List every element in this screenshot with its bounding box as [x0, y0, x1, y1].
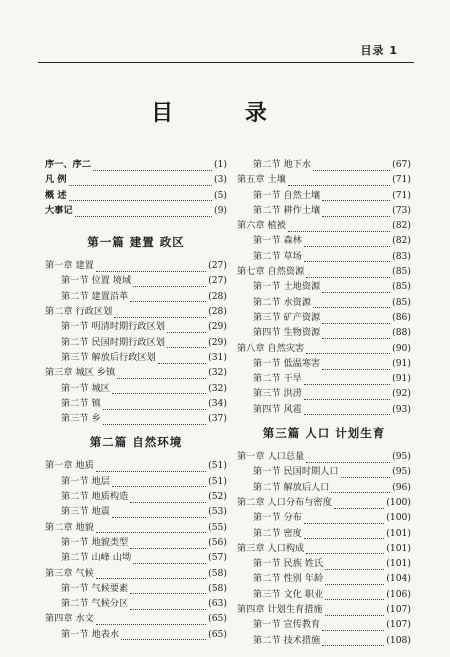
toc-page-number: (82)	[392, 235, 411, 247]
toc-page-number: (63)	[208, 598, 227, 610]
dot-leader	[322, 638, 384, 646]
toc-page-number: (29)	[208, 336, 227, 348]
dot-leader	[96, 464, 206, 472]
toc-entry-section[interactable]	[237, 249, 411, 264]
toc-entry-section[interactable]	[237, 325, 411, 340]
toc-entry-section[interactable]	[237, 188, 411, 203]
toc-entry-label: 第二节 密度	[253, 527, 302, 539]
toc-entry-label: 第四节 生物资源	[253, 327, 321, 339]
toc-entry-label: 第二节 耕作土壤	[253, 204, 321, 216]
dot-leader	[96, 264, 206, 272]
toc-entry-section[interactable]	[45, 289, 227, 304]
toc-page-number: (91)	[392, 357, 411, 369]
dot-leader	[103, 417, 206, 425]
toc-entry-label: 第二章 行政区划	[45, 306, 113, 318]
toc-entry-section[interactable]	[237, 571, 411, 586]
toc-left-column	[45, 157, 227, 642]
toc-page-number: (67)	[392, 159, 411, 170]
toc-entry-section[interactable]	[45, 319, 227, 334]
dot-leader	[304, 392, 390, 400]
toc-entry-section[interactable]	[237, 295, 411, 310]
toc-entry-section[interactable]	[45, 504, 227, 519]
toc-page-number: (73)	[392, 204, 411, 216]
toc-entry-chapter[interactable]	[237, 495, 411, 510]
toc-page-number: (96)	[392, 481, 411, 493]
toc-entry-front[interactable]	[45, 188, 227, 203]
toc-entry-label: 第三节 解放后行政区划	[61, 351, 156, 363]
toc-entry-label: 第二节 地质构造	[61, 491, 129, 503]
dot-leader	[288, 224, 390, 232]
dot-leader	[304, 531, 384, 539]
dot-leader	[322, 331, 390, 339]
toc-entry-label: 第二节 镇	[61, 397, 101, 409]
toc-entry-label: 第三节 矿产资源	[253, 311, 321, 323]
toc-page-number: (65)	[208, 628, 227, 640]
toc-entry-label: 第一节 分布	[253, 512, 302, 524]
toc-entry-label: 第一节 宣传教育	[253, 619, 321, 631]
toc-entry-section[interactable]	[237, 203, 411, 218]
toc-entry-label: 第一节 森林	[253, 235, 302, 247]
toc-entry-chapter[interactable]	[45, 365, 227, 380]
toc-entry-section[interactable]	[45, 335, 227, 350]
toc-entry-label: 第二章 地貌	[45, 521, 94, 533]
toc-entry-section[interactable]	[45, 350, 227, 365]
toc-entry-label: 第三节 地震	[61, 506, 110, 518]
toc-page-number: (101)	[386, 542, 411, 554]
toc-page-number: (27)	[208, 275, 227, 287]
toc-page-number: (51)	[208, 460, 227, 472]
dot-leader	[75, 209, 212, 217]
toc-entry-front[interactable]	[45, 172, 227, 187]
toc-entry-label: 第一节 地层	[61, 475, 110, 487]
toc-entry-section[interactable]	[237, 633, 411, 648]
part-heading: 第二篇 自然环境	[89, 435, 183, 450]
dot-leader	[112, 510, 206, 518]
toc-entry-label: 大事记	[45, 204, 73, 216]
toc-entry-section[interactable]	[237, 356, 411, 371]
dot-leader	[103, 402, 206, 410]
toc-entry-label: 第一章 地质	[45, 460, 94, 472]
toc-entry-label: 第一节 地表水	[61, 628, 120, 640]
dot-leader	[130, 602, 206, 610]
dot-leader	[93, 163, 212, 171]
toc-entry-label: 第一节 气候要素	[61, 582, 129, 594]
toc-entry-section[interactable]	[237, 386, 411, 401]
toc-entry-chapter[interactable]	[237, 264, 411, 279]
toc-entry-label: 第二节 民国时期行政区划	[61, 336, 165, 348]
dot-leader	[114, 310, 206, 318]
toc-entry-label: 第三节 文化 职业	[253, 588, 324, 600]
page-title: 目 录	[151, 101, 299, 126]
toc-entry-label: 第二节 技术措施	[253, 634, 321, 646]
toc-entry-section[interactable]	[45, 396, 227, 411]
dot-leader	[322, 316, 390, 324]
toc-entry-section[interactable]	[237, 233, 411, 248]
toc-entry-label: 第二节 性别 年龄	[253, 573, 324, 585]
toc-entry-label: 第一节 民族 姓氏	[253, 558, 324, 570]
dot-leader	[322, 623, 384, 631]
toc-entry-label: 第二节 山峰 山坳	[61, 552, 132, 564]
toc-entry-label: 序一、序二	[45, 159, 91, 170]
toc-entry-label: 第八章 自然灾害	[237, 342, 305, 354]
toc-entry-section[interactable]	[45, 596, 227, 611]
toc-page-number: (28)	[208, 290, 227, 302]
toc-entry-label: 第五章 土壤	[237, 174, 286, 186]
toc-entry-chapter[interactable]	[237, 541, 411, 556]
toc-page-number: (71)	[392, 189, 411, 201]
toc-entry-label: 第一节 土地资源	[253, 281, 321, 293]
toc-entry-section[interactable]	[237, 617, 411, 632]
dot-leader	[69, 193, 212, 201]
toc-page-number: (85)	[392, 281, 411, 293]
toc-entry-section[interactable]	[45, 581, 227, 596]
dot-leader	[96, 525, 206, 533]
toc-entry-label: 第二节 建置沿革	[61, 290, 129, 302]
dot-leader	[69, 178, 212, 186]
toc-page-number: (57)	[208, 552, 227, 564]
toc-entry-label: 第四章 水文	[45, 613, 94, 625]
dot-leader	[313, 163, 390, 171]
toc-entry-section[interactable]	[237, 510, 411, 525]
toc-page-number: (83)	[392, 250, 411, 262]
toc-entry-label: 概 述	[45, 189, 67, 201]
dot-leader	[325, 562, 384, 570]
toc-page-number: (5)	[213, 189, 227, 201]
dot-leader	[306, 455, 390, 463]
toc-entry-label: 第一节 低温寒害	[253, 357, 321, 369]
dot-leader	[322, 209, 390, 217]
toc-entry-section[interactable]	[237, 587, 411, 602]
toc-page-number: (101)	[386, 558, 411, 570]
dot-leader	[130, 495, 206, 503]
dot-leader	[117, 371, 206, 379]
dot-leader	[158, 356, 206, 364]
toc-entry-label: 第二节 解放后人口	[253, 481, 330, 493]
toc-entry-label: 第三章 人口构成	[237, 542, 305, 554]
toc-entry-section[interactable]	[45, 381, 227, 396]
toc-entry-section[interactable]	[45, 535, 227, 550]
dot-leader	[322, 193, 390, 201]
part-heading: 第三篇 人口 计划生育	[262, 426, 386, 441]
toc-entry-label: 凡 例	[45, 174, 67, 186]
dot-leader	[130, 541, 206, 549]
toc-entry-label: 第七章 自然资源	[237, 266, 305, 278]
toc-page-number: (71)	[392, 174, 411, 186]
dot-leader	[112, 479, 206, 487]
toc-entry-section[interactable]	[45, 474, 227, 489]
toc-page-number: (52)	[208, 491, 227, 503]
toc-right-column	[237, 157, 411, 648]
toc-page-number: (55)	[208, 521, 227, 533]
toc-page-number: (107)	[386, 604, 411, 616]
toc-page-number: (107)	[386, 619, 411, 631]
dot-leader	[322, 285, 390, 293]
toc-entry-label: 第一章 人口总量	[237, 451, 305, 463]
toc-entry-section[interactable]	[45, 550, 227, 565]
dot-leader	[306, 346, 390, 354]
toc-entry-chapter[interactable]	[237, 172, 411, 187]
toc-entry-section[interactable]	[45, 411, 227, 426]
toc-page-number: (37)	[208, 413, 227, 425]
toc-entry-section[interactable]	[45, 273, 227, 288]
toc-page-number: (65)	[208, 613, 227, 625]
toc-entry-label: 第二节 气候分区	[61, 598, 129, 610]
toc-page-number: (106)	[386, 588, 411, 600]
toc-page-number: (100)	[386, 512, 411, 524]
toc-entry-label: 第二章 人口分布与密度	[237, 496, 332, 508]
toc-page-number: (104)	[386, 573, 411, 585]
toc-entry-chapter[interactable]	[237, 602, 411, 617]
toc-entry-section[interactable]	[237, 402, 411, 417]
dot-leader	[325, 592, 384, 600]
toc-page-number: (108)	[386, 634, 411, 646]
dot-leader	[133, 556, 206, 564]
toc-entry-chapter[interactable]	[45, 304, 227, 319]
toc-entry-label: 第四节 风雹	[253, 403, 302, 415]
toc-entry-label: 第三章 城区 乡镇	[45, 367, 116, 379]
toc-entry-label: 第三节 乡	[61, 413, 101, 425]
toc-entry-section[interactable]	[237, 371, 411, 386]
toc-page-number: (32)	[208, 382, 227, 394]
toc-page-number: (90)	[392, 342, 411, 354]
toc-entry-label: 第六章 植被	[237, 220, 286, 232]
dot-leader	[167, 340, 206, 348]
dot-leader	[121, 632, 206, 640]
toc-page-number: (85)	[392, 266, 411, 278]
toc-page-number: (101)	[386, 527, 411, 539]
dot-leader	[325, 608, 385, 616]
dot-leader	[313, 300, 390, 308]
toc-entry-section[interactable]	[237, 464, 411, 479]
toc-page-number: (29)	[208, 321, 227, 333]
toc-entry-chapter[interactable]	[45, 520, 227, 535]
toc-entry-label: 第二节 地下水	[253, 159, 312, 170]
toc-entry-label: 第一节 位置 境域	[61, 275, 132, 287]
toc-page-number: (27)	[208, 260, 227, 272]
toc-page-number: (53)	[208, 506, 227, 518]
toc-page-number: (56)	[208, 536, 227, 548]
toc-page-number: (32)	[208, 367, 227, 379]
toc-page-number: (88)	[392, 327, 411, 339]
toc-entry-section[interactable]	[237, 157, 411, 172]
part-heading: 第一篇 建置 政区	[87, 235, 185, 250]
dot-leader	[96, 571, 206, 579]
dot-leader	[304, 407, 390, 415]
toc-page-number: (51)	[208, 475, 227, 487]
toc-entry-section[interactable]	[237, 556, 411, 571]
toc-page-number: (58)	[208, 582, 227, 594]
dot-leader	[96, 617, 206, 625]
toc-page-number: (82)	[392, 220, 411, 232]
dot-leader	[325, 577, 384, 585]
dot-leader	[130, 294, 206, 302]
toc-entry-label: 第三章 气候	[45, 567, 94, 579]
toc-entry-label: 第二节 干旱	[253, 373, 302, 385]
toc-page-number: (1)	[213, 159, 227, 170]
toc-page-number: (86)	[392, 311, 411, 323]
toc-page-number: (34)	[208, 397, 227, 409]
toc-entry-section[interactable]	[237, 310, 411, 325]
toc-entry-section[interactable]	[237, 480, 411, 495]
toc-entry-front[interactable]	[45, 157, 227, 172]
toc-entry-label: 第一节 民国时期人口	[253, 466, 339, 478]
toc-page-number: (9)	[213, 204, 227, 216]
toc-entry-chapter[interactable]	[45, 566, 227, 581]
dot-leader	[306, 546, 384, 554]
toc-page-number: (31)	[208, 351, 227, 363]
toc-entry-section[interactable]	[45, 489, 227, 504]
dot-leader	[133, 279, 206, 287]
header-rule	[38, 62, 414, 63]
toc-page-number: (58)	[208, 567, 227, 579]
toc-entry-section[interactable]	[237, 279, 411, 294]
dot-leader	[304, 377, 390, 385]
dot-leader	[304, 239, 390, 247]
toc-entry-label: 第二节 水资源	[253, 296, 312, 308]
toc-entry-label: 第三节 洪涝	[253, 388, 302, 400]
toc-entry-chapter[interactable]	[237, 341, 411, 356]
dot-leader	[334, 501, 384, 509]
dot-leader	[130, 586, 206, 594]
toc-entry-section[interactable]	[237, 526, 411, 541]
toc-entry-chapter[interactable]	[237, 218, 411, 233]
toc-entry-front[interactable]	[45, 203, 227, 218]
toc-page-number: (3)	[213, 174, 227, 186]
toc-entry-label: 第一节 地貌类型	[61, 536, 129, 548]
spacer	[45, 218, 227, 226]
toc-entry-label: 第二节 草场	[253, 250, 302, 262]
page-header	[0, 38, 450, 60]
toc-page-number: (95)	[392, 451, 411, 463]
dot-leader	[304, 254, 390, 262]
toc-entry-section[interactable]	[45, 627, 227, 642]
toc-page-number: (85)	[392, 296, 411, 308]
running-head: 目录 1	[360, 44, 398, 57]
dot-leader	[341, 470, 391, 478]
toc-entry-label: 第一节 自然土壤	[253, 189, 321, 201]
toc-page-number: (92)	[392, 388, 411, 400]
toc-entry-label: 第一节 明清时期行政区划	[61, 321, 165, 333]
toc-entry-chapter[interactable]	[45, 258, 227, 273]
toc-entry-chapter[interactable]	[237, 449, 411, 464]
dot-leader	[322, 362, 390, 370]
dot-leader	[304, 516, 384, 524]
toc-page-number: (100)	[386, 496, 411, 508]
dot-leader	[167, 325, 206, 333]
dot-leader	[112, 386, 206, 394]
toc-page-number: (95)	[392, 466, 411, 478]
dot-leader	[288, 178, 390, 186]
dot-leader	[306, 270, 390, 278]
toc-entry-chapter[interactable]	[45, 458, 227, 473]
toc-entry-label: 第一节 城区	[61, 382, 110, 394]
toc-page-number: (93)	[392, 403, 411, 415]
dot-leader	[331, 485, 390, 493]
toc-page-number: (28)	[208, 306, 227, 318]
toc-entry-chapter[interactable]	[45, 611, 227, 626]
toc-entry-label: 第四章 计划生育措施	[237, 604, 323, 616]
toc-page-number: (91)	[392, 373, 411, 385]
toc-entry-label: 第一章 建置	[45, 260, 94, 272]
